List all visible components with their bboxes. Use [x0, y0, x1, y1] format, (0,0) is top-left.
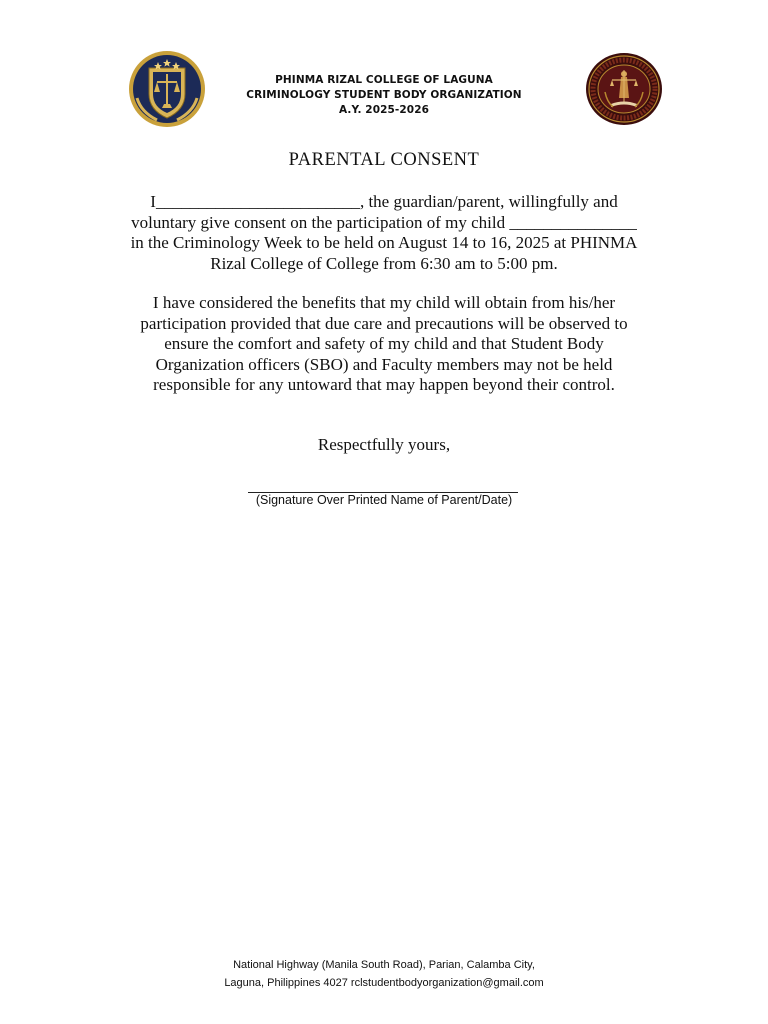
college-name: PHINMA RIZAL COLLEGE OF LAGUNA	[275, 74, 493, 86]
acknowledgement-line: responsible for any untoward that may happen beyond their control.	[153, 375, 615, 394]
consent-paragraph	[94, 192, 674, 274]
footer-address	[0, 956, 768, 992]
address-line-email: Laguna, Philippines 4027 rclstudentbodyorganization@gmail.com	[224, 977, 544, 989]
acknowledgement-line: Organization officers (SBO) and Faculty members may not be held	[155, 354, 613, 374]
acknowledgement-paragraph	[94, 293, 674, 396]
acknowledgement-line: ensure the comfort and safety of my child and that Student Body	[164, 334, 604, 353]
consent-line: in the Criminology Week to be held on August 14 to 16, 2025 at PHINMA	[130, 233, 638, 252]
criminology-emblem-logo	[127, 50, 207, 128]
signature-caption: (Signature Over Printed Name of Parent/Date)	[255, 493, 513, 507]
institution-heading	[200, 73, 568, 118]
document-header	[0, 50, 768, 130]
acknowledgement-line: participation provided that due care and precautions will be observed to	[140, 313, 628, 333]
document-title: PARENTAL CONSENT	[288, 150, 480, 170]
consent-line: Rizal College of College from 6:30 am to 5:00 pm.	[210, 253, 558, 273]
address-line: National Highway (Manila South Road), Parian, Calamba City,	[233, 959, 535, 971]
criminal-justice-seal-logo	[585, 52, 663, 126]
organization-name: CRIMINOLOGY STUDENT BODY ORGANIZATION	[246, 89, 522, 101]
acknowledgement-line: I have considered the benefits that my child will obtain from his/her	[152, 293, 616, 312]
closing-salutation: Respectfully yours,	[317, 435, 451, 454]
academic-year: A.Y. 2025-2026	[338, 104, 430, 116]
consent-line: voluntary give consent on the participation of my child _______________	[131, 212, 637, 232]
consent-line: I________________________, the guardian/parent, willingfully and	[150, 192, 618, 211]
